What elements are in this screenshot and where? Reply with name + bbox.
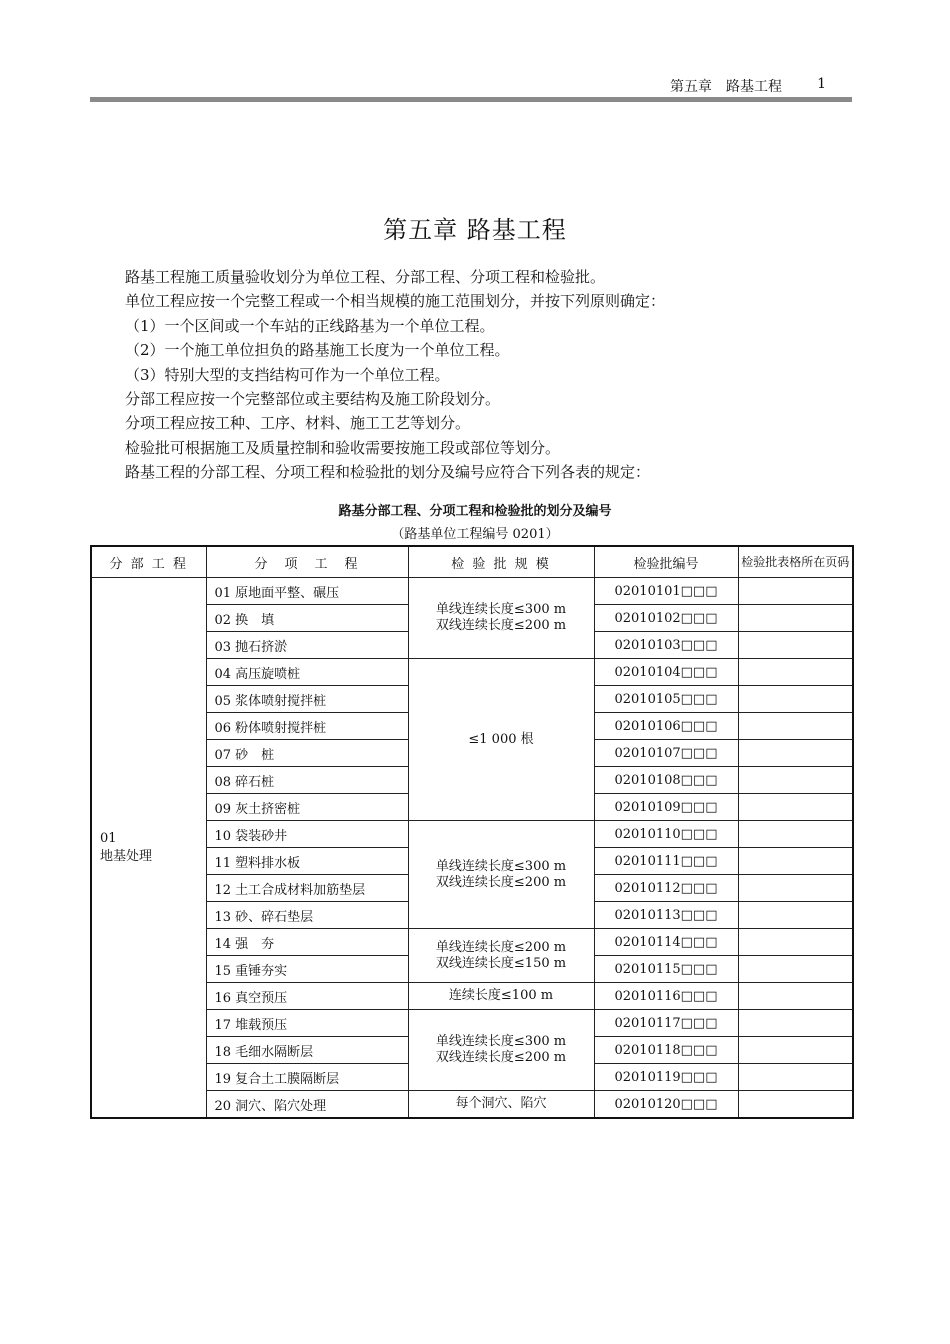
scale-cell (408, 1010, 594, 1091)
scale-line: 单线连续长度≤200 m (435, 939, 567, 955)
page-cell (738, 740, 853, 767)
scale-line: 双线连续长度≤200 m (435, 874, 567, 890)
scale-cell (408, 821, 594, 929)
header-rule (90, 97, 852, 102)
chapter-title: 第五章 路基工程 (383, 216, 567, 244)
fenbu-name: 地基处理 (100, 848, 153, 864)
item-cell: 04 高压旋喷桩 (206, 659, 408, 686)
code-cell: 02010102□□□ (594, 605, 738, 632)
item-cell: 02 换 填 (206, 605, 408, 632)
item-cell: 05 浆体喷射搅拌桩 (206, 686, 408, 713)
code-cell: 02010108□□□ (594, 767, 738, 794)
page-cell (738, 929, 853, 956)
code-cell: 02010120□□□ (594, 1091, 738, 1119)
page-cell (738, 1010, 853, 1037)
paragraph: 路基工程的分部工程、分项工程和检验批的划分及编号应符合下列各表的规定： (125, 463, 651, 482)
scale-line: 双线连续长度≤200 m (435, 618, 567, 633)
page-cell (738, 632, 853, 659)
table-row (91, 1010, 853, 1037)
header-fenxiang: 分 项 工 程 (206, 546, 408, 578)
item-cell: 03 抛石挤淤 (206, 632, 408, 659)
item-cell: 20 洞穴、陷穴处理 (206, 1091, 408, 1119)
item-cell: 09 灰土挤密桩 (206, 794, 408, 821)
code-cell: 02010101□□□ (594, 578, 738, 605)
item-cell: 19 复合土工膜隔断层 (206, 1064, 408, 1091)
code-cell: 02010112□□□ (594, 875, 738, 902)
code-cell: 02010103□□□ (594, 632, 738, 659)
page-cell (738, 1037, 853, 1064)
page-cell (738, 713, 853, 740)
body-text (125, 265, 825, 485)
code-cell: 02010106□□□ (594, 713, 738, 740)
paragraph: （3）特别大型的支挡结构可作为一个单位工程。 (125, 365, 450, 384)
item-cell: 12 土工合成材料加筋垫层 (206, 875, 408, 902)
code-cell: 02010116□□□ (594, 983, 738, 1010)
table-title: 路基分部工程、分项工程和检验批的划分及编号 (338, 504, 612, 519)
table-subtitle: （路基单位工程编号 0201） (391, 527, 559, 542)
page-cell (738, 875, 853, 902)
header-fenbu: 分 部 工 程 (91, 546, 206, 578)
page-cell (738, 1064, 853, 1091)
scale-line: 单线连续长度≤300 m (435, 1034, 567, 1049)
fenbu-cell (91, 578, 206, 1119)
scale-cell (408, 578, 594, 659)
item-cell: 15 重锤夯实 (206, 956, 408, 983)
paragraph: 分部工程应按一个完整部位或主要结构及施工阶段划分。 (125, 389, 501, 408)
item-cell: 06 粉体喷射搅拌桩 (206, 713, 408, 740)
scale-cell (408, 1091, 594, 1119)
code-cell: 02010107□□□ (594, 740, 738, 767)
code-cell: 02010104□□□ (594, 659, 738, 686)
item-cell: 17 堆载预压 (206, 1010, 408, 1037)
header-chapter-title: 第五章 路基工程 (670, 79, 782, 95)
page-cell (738, 1091, 853, 1119)
item-cell: 07 砂 桩 (206, 740, 408, 767)
table-row (91, 929, 853, 956)
scale-cell (408, 983, 594, 1010)
table-header-row (91, 546, 853, 578)
item-cell: 08 碎石桩 (206, 767, 408, 794)
item-cell: 11 塑料排水板 (206, 848, 408, 875)
page-cell (738, 794, 853, 821)
code-cell: 02010105□□□ (594, 686, 738, 713)
scale-line: 双线连续长度≤200 m (435, 1050, 567, 1065)
page-cell (738, 578, 853, 605)
table-row (91, 578, 853, 605)
page-cell (738, 821, 853, 848)
scale-cell (408, 659, 594, 821)
header-code: 检验批编号 (594, 546, 738, 578)
scale-line: 每个洞穴、陷穴 (455, 1096, 547, 1111)
item-cell: 13 砂、碎石垫层 (206, 902, 408, 929)
code-cell: 02010119□□□ (594, 1064, 738, 1091)
paragraph: 单位工程应按一个完整工程或一个相当规模的施工范围划分，并按下列原则确定： (125, 292, 666, 311)
item-cell: 01 原地面平整、碾压 (206, 578, 408, 605)
fenbu-code: 01 (100, 830, 117, 846)
paragraph: 路基工程施工质量验收划分为单位工程、分部工程、分项工程和检验批。 (125, 268, 606, 286)
item-cell: 18 毛细水隔断层 (206, 1037, 408, 1064)
item-cell: 16 真空预压 (206, 983, 408, 1010)
header-page: 检验批表格所在页码 (738, 546, 853, 578)
page-cell (738, 605, 853, 632)
paragraph: 检验批可根据施工及质量控制和验收需要按施工段或部位等划分。 (125, 438, 561, 457)
table-row (91, 983, 853, 1010)
table-row (91, 821, 853, 848)
paragraph: （2）一个施工单位担负的路基施工长度为一个单位工程。 (125, 341, 510, 360)
page-cell (738, 767, 853, 794)
page-cell (738, 902, 853, 929)
paragraph: （1）一个区间或一个车站的正线路基为一个单位工程。 (125, 316, 495, 335)
page-cell (738, 686, 853, 713)
paragraph: 分项工程应按工种、工序、材料、施工工艺等划分。 (125, 414, 471, 433)
scale-line: 单线连续长度≤300 m (435, 858, 567, 874)
code-cell: 02010114□□□ (594, 929, 738, 956)
table-row (91, 659, 853, 686)
code-cell: 02010118□□□ (594, 1037, 738, 1064)
scale-line: 单线连续长度≤300 m (435, 602, 567, 617)
scale-line: ≤1 000 根 (468, 731, 534, 747)
code-cell: 02010115□□□ (594, 956, 738, 983)
page-cell (738, 956, 853, 983)
item-cell: 14 强 夯 (206, 929, 408, 956)
code-cell: 02010117□□□ (594, 1010, 738, 1037)
header-scale: 检 验 批 规 模 (408, 546, 594, 578)
item-cell: 10 袋装砂井 (206, 821, 408, 848)
table-row (91, 1091, 853, 1119)
code-cell: 02010110□□□ (594, 821, 738, 848)
code-cell: 02010111□□□ (594, 848, 738, 875)
page-cell (738, 848, 853, 875)
division-table (90, 545, 854, 1119)
scale-line: 连续长度≤100 m (448, 988, 554, 1003)
code-cell: 02010113□□□ (594, 902, 738, 929)
page-cell (738, 659, 853, 686)
header-page-number: 1 (817, 76, 826, 92)
running-header (90, 76, 852, 96)
scale-cell (408, 929, 594, 983)
code-cell: 02010109□□□ (594, 794, 738, 821)
page-cell (738, 983, 853, 1010)
scale-line: 双线连续长度≤150 m (435, 955, 567, 971)
